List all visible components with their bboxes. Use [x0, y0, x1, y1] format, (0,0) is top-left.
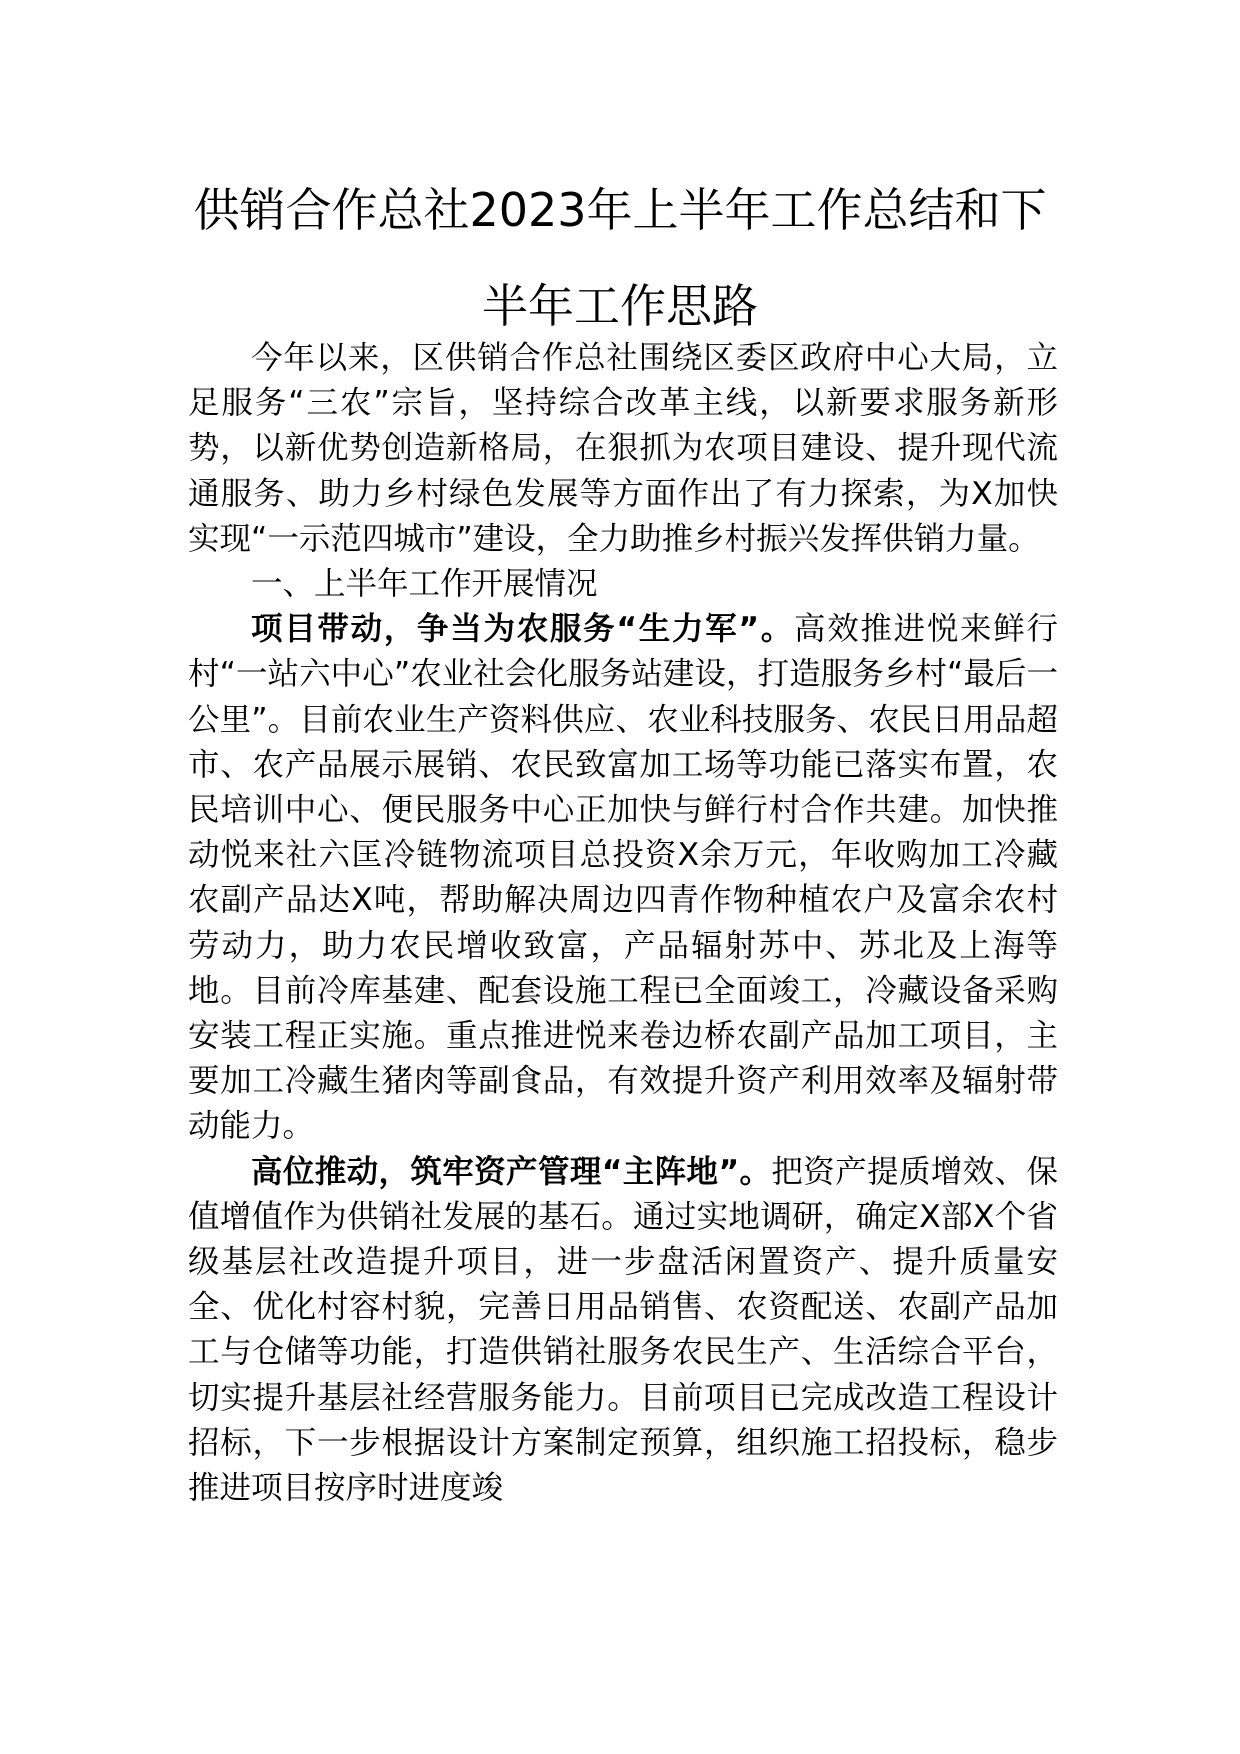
- document-body: [188, 336, 1058, 1511]
- paragraph-text: 高效推进悦来鲜行村“一站六中心”农业社会化服务站建设，打造服务乡村“最后一公里”。目前农业生产资料供应、农业科技服务、农民日用品超市、农产品展示展销、农民致富加工场等功能已落实布置，农民培训中心、便民服务中心正加快与鲜行村合作共建。加快推动悦来社六匡冷链物流项目总投资X余万元，年收购加工冷藏农副产品达X吨，帮助解决周边四青作物种植农户及富余农村劳动力，助力农民增收致富，产品辐射苏中、苏北及上海等地。目前冷库基建、配套设施工程已全面竣工，冷藏设备采购安装工程正实施。重点推进悦来卷边桥农副产品加工项目，主要加工冷藏生猪肉等副食品，有效提升资产利用效率及辐射带动能力。: [188, 611, 1058, 1145]
- paragraph-lead: 项目带动，争当为农服务“生力军”。: [251, 611, 794, 648]
- title-line-2: 半年工作思路: [482, 279, 758, 333]
- title-line-1: 供销合作总社2023年上半年工作总结和下: [193, 183, 1047, 237]
- document-title: [150, 162, 1090, 354]
- intro-paragraph: 今年以来，区供销合作总社围绕区委区政府中心大局，立足服务“三农”宗旨，坚持综合改革主线，以新要求服务新形势，以新优势创造新格局，在狠抓为农项目建设、提升现代流通服务、助力乡村绿色发展等方面作出了有力探索，为X加快实现“一示范四城市”建设，全力助推乡村振兴发挥供销力量。: [188, 340, 1058, 557]
- paragraph-project-driven: [188, 607, 1058, 1149]
- section-heading: 一、上半年工作开展情况: [251, 566, 598, 603]
- paragraph-lead: 高位推动，筑牢资产管理“主阵地”。: [251, 1153, 772, 1190]
- paragraph-asset-management: [188, 1150, 1058, 1512]
- paragraph-text: 把资产提质增效、保值增值作为供销社发展的基石。通过实地调研，确定X部X个省级基层社改造提升项目，进一步盘活闲置资产、提升质量安全、优化村容村貌，完善日用品销售、农资配送、农副产品加工与仓储等功能，打造供销社服务农民生产、生活综合平台，切实提升基层社经营服务能力。目前项目已完成改造工程设计招标，下一步根据设计方案制定预算，组织施工招投标，稳步推进项目按序时进度竣: [188, 1153, 1058, 1507]
